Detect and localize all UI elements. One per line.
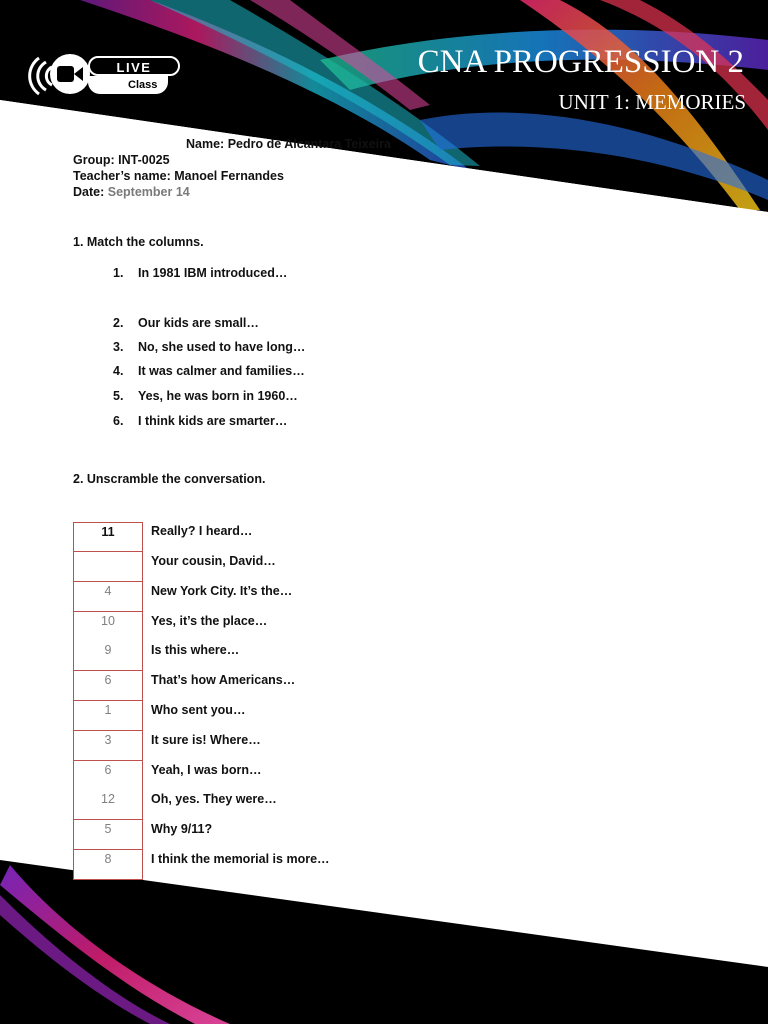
table-row [73, 701, 393, 731]
match-item-number: 5. [113, 389, 124, 403]
table-row [73, 522, 393, 552]
order-number-cell[interactable]: 3 [73, 731, 143, 761]
sentence-text: Your cousin, David… [151, 554, 276, 568]
camera-badge [50, 54, 90, 94]
group-line [73, 153, 170, 167]
date-value: September 14 [107, 185, 190, 199]
match-item-text: Our kids are small… [138, 316, 259, 330]
order-number-cell[interactable]: 11 [73, 522, 143, 552]
match-item [113, 414, 287, 428]
footer-banner-artwork [0, 855, 768, 1024]
order-number-cell[interactable]: 9 [73, 641, 143, 671]
sentence-text: Yes, it’s the place… [151, 614, 268, 628]
sentence-text: It sure is! Where… [151, 733, 261, 747]
table-row [73, 761, 393, 791]
match-item-number: 4. [113, 364, 124, 378]
page-subtitle: UNIT 1: MEMORIES [558, 90, 746, 114]
sentence-text: Is this where… [151, 643, 240, 657]
match-item [113, 266, 287, 280]
order-number-cell[interactable]: 6 [73, 671, 143, 701]
table-row [73, 671, 393, 701]
table-row [73, 582, 393, 612]
teacher-line [73, 169, 284, 183]
live-class-logo [28, 52, 158, 98]
group-value: INT-0025 [118, 153, 170, 167]
section2-title: 2. Unscramble the conversation. [73, 472, 266, 486]
sentence-text: Oh, yes. They were… [151, 792, 277, 806]
group-label: Group: [73, 153, 115, 167]
match-item-number: 3. [113, 340, 124, 354]
order-number-cell[interactable] [73, 552, 143, 582]
sentence-text: Yeah, I was born… [151, 763, 262, 777]
table-row [73, 790, 393, 820]
table-row [73, 850, 393, 880]
table-row [73, 552, 393, 582]
sentence-text: Really? I heard… [151, 524, 253, 538]
order-number-cell[interactable]: 8 [73, 850, 143, 880]
order-number-cell[interactable]: 5 [73, 820, 143, 850]
sentence-text: Who sent you… [151, 703, 246, 717]
match-item-text: I think kids are smarter… [138, 414, 288, 428]
order-number-cell[interactable]: 4 [73, 582, 143, 612]
order-number-cell[interactable]: 1 [73, 701, 143, 731]
page-title: CNA PROGRESSION 2 [417, 44, 744, 80]
match-item [113, 364, 305, 378]
table-row [73, 731, 393, 761]
sentence-text: That’s how Americans… [151, 673, 296, 687]
date-label: Date: [73, 185, 105, 199]
match-item [113, 389, 298, 403]
name-value: Pedro de Alcantara Teixeira [227, 137, 391, 151]
name-label: Name: [186, 137, 225, 151]
table-row [73, 820, 393, 850]
match-item-text: Yes, he was born in 1960… [138, 389, 298, 403]
match-item-number: 2. [113, 316, 124, 330]
video-camera-icon [57, 65, 83, 83]
match-item-number: 1. [113, 266, 124, 280]
teacher-label: Teacher’s name: [73, 169, 171, 183]
order-number-cell[interactable]: 10 [73, 612, 143, 642]
match-item-number: 6. [113, 414, 124, 428]
order-number-cell[interactable]: 6 [73, 761, 143, 791]
logo-class-text: Class [88, 76, 168, 94]
teacher-value: Manoel Fernandes [174, 169, 284, 183]
section1-title: 1. Match the columns. [73, 235, 204, 249]
table-row [73, 612, 393, 642]
match-item-text: No, she used to have long… [138, 340, 306, 354]
order-number-cell[interactable]: 12 [73, 790, 143, 820]
student-name-line [186, 137, 391, 151]
match-item-text: In 1981 IBM introduced… [138, 266, 288, 280]
sentence-text: I think the memorial is more… [151, 852, 330, 866]
sentence-text: Why 9/11? [151, 822, 213, 836]
sentence-text: New York City. It’s the… [151, 584, 293, 598]
date-line [73, 185, 190, 199]
match-item [113, 340, 305, 354]
table-row [73, 641, 393, 671]
match-item [113, 316, 259, 330]
match-item-text: It was calmer and families… [138, 364, 305, 378]
logo-live-text: LIVE [88, 56, 180, 76]
